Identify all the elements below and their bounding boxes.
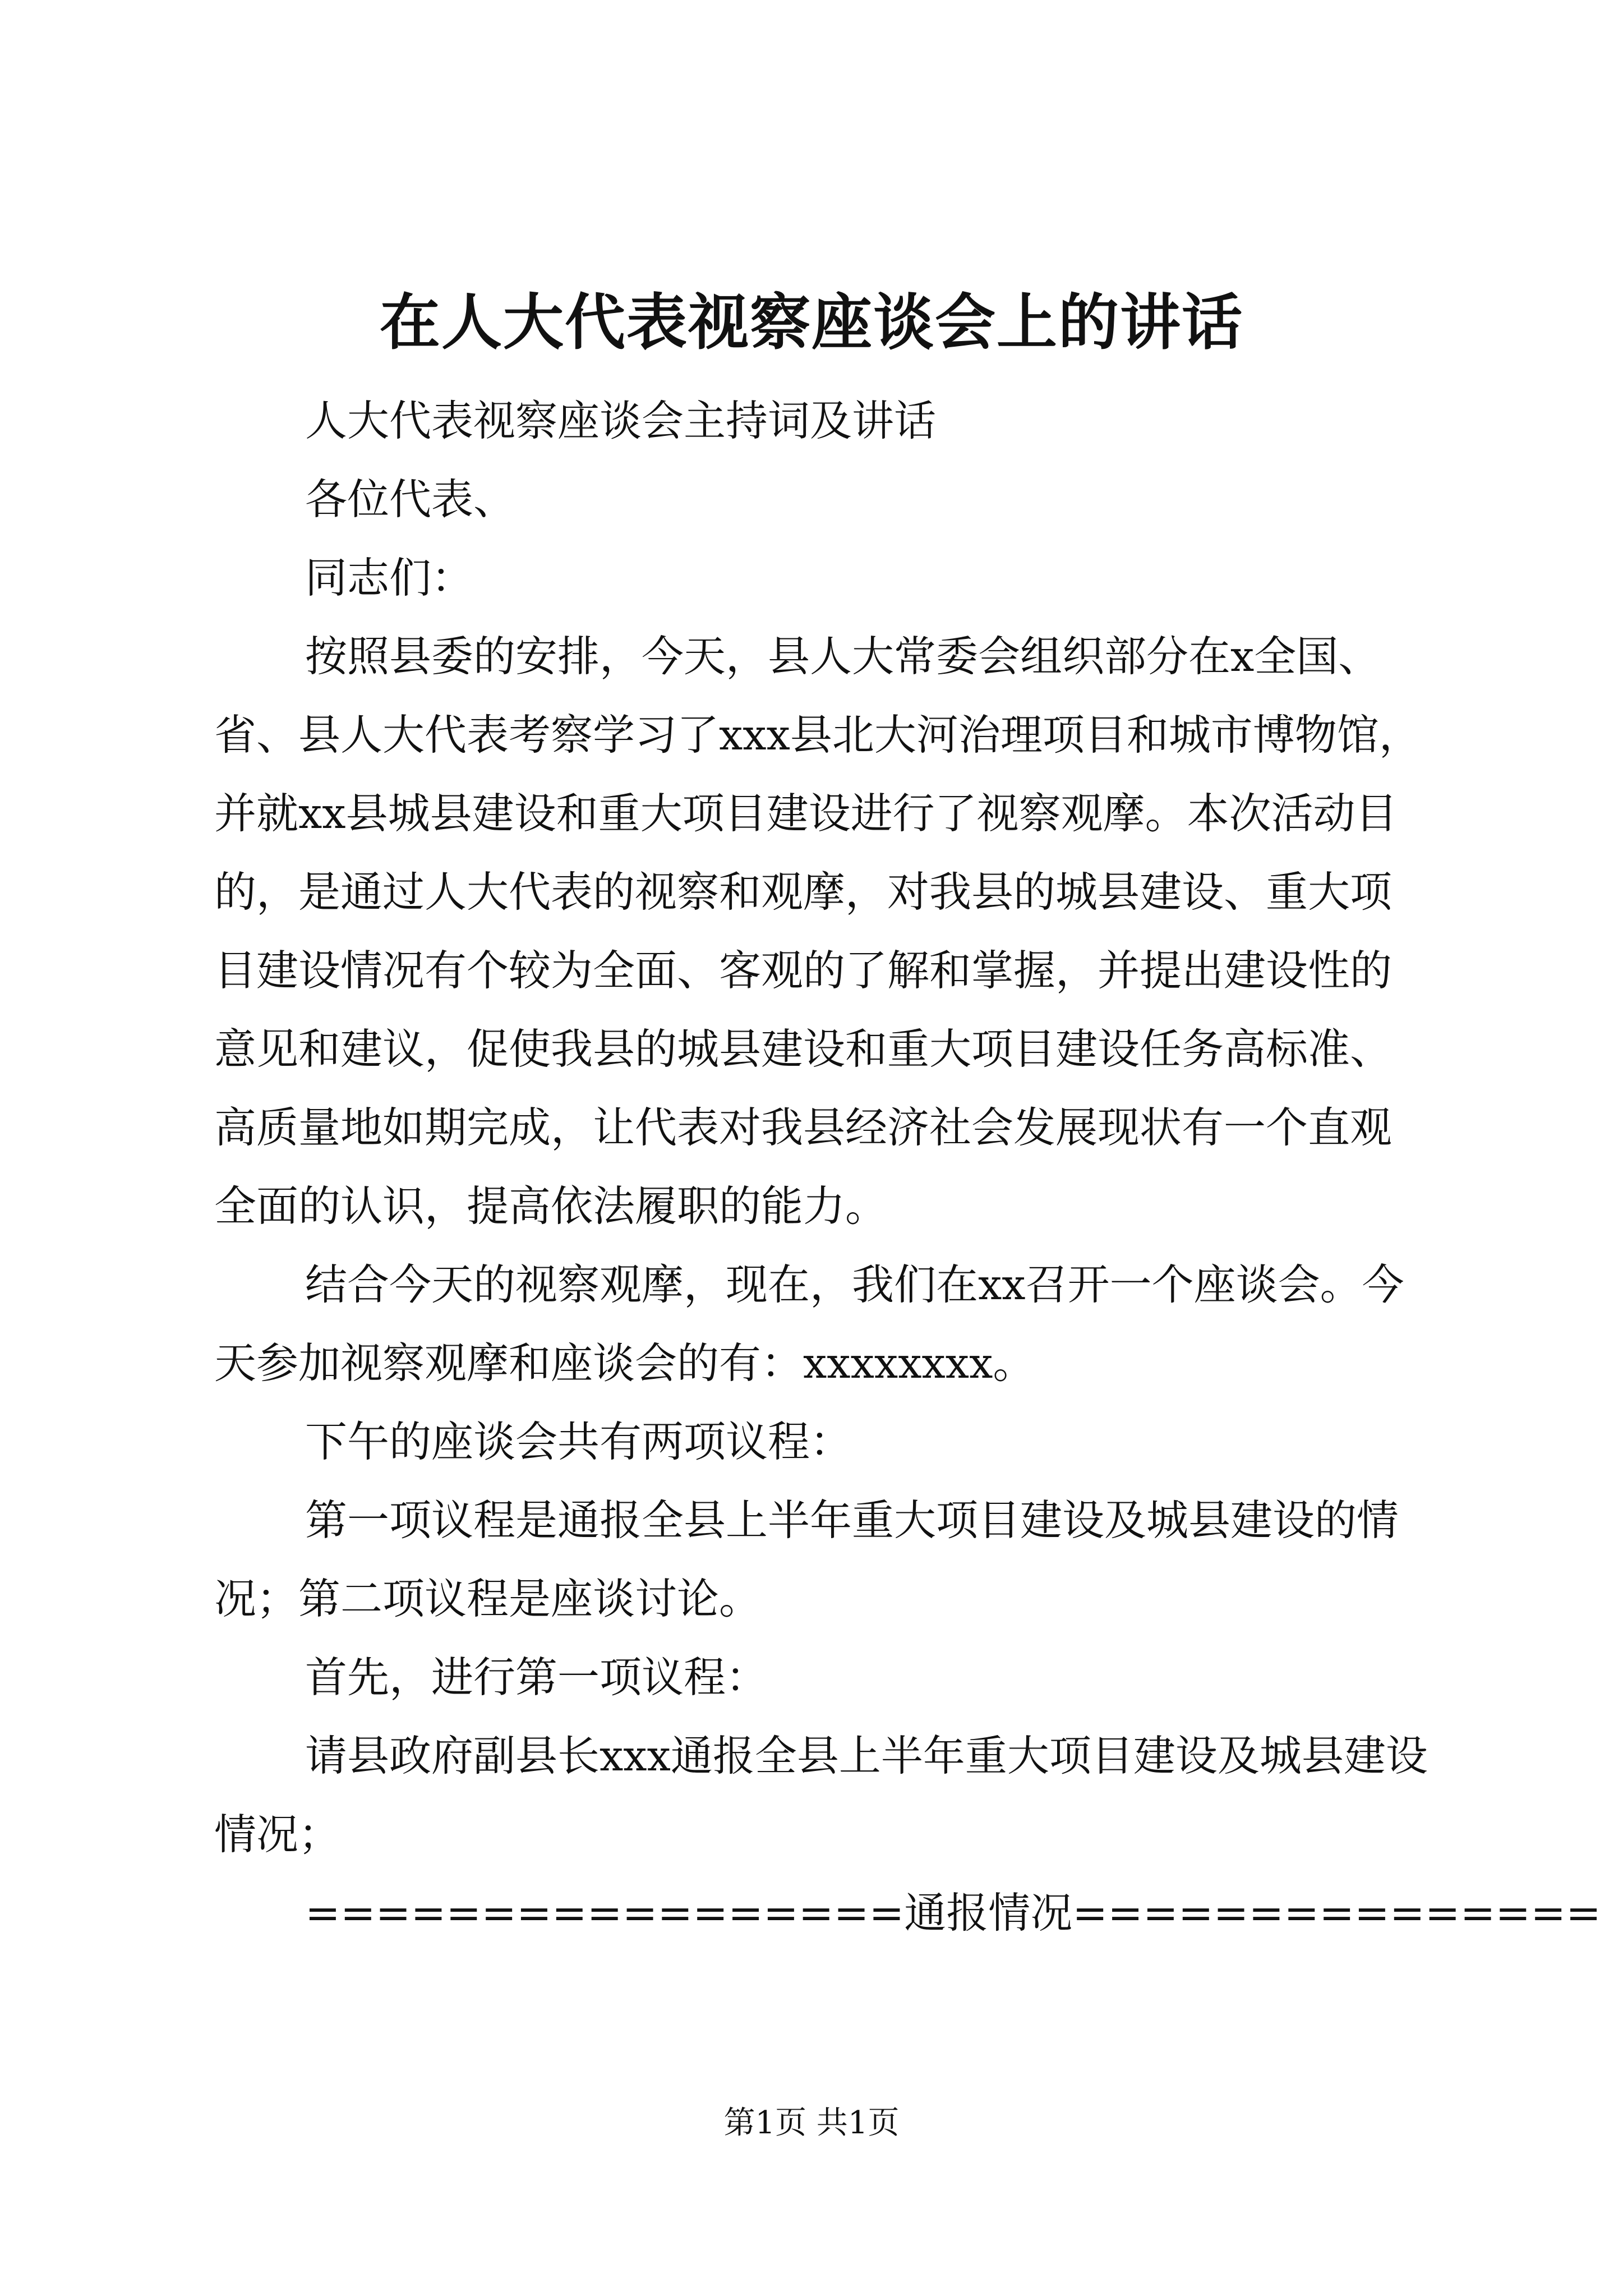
section-separator: =================通报情况===============	[305, 1888, 1601, 1938]
body-paragraph: 请县政府副县长xxx通报全县上半年重大项目建设及城县建设情况；	[214, 1731, 1428, 1859]
body-paragraph: 首先，进行第一项议程：	[305, 1653, 768, 1702]
subtitle-paragraph: 人大代表视察座谈会主持词及讲话	[305, 396, 937, 445]
document-title: 在人大代表视察座谈会上的讲话	[379, 287, 1243, 358]
salutation-paragraph: 各位代表、	[305, 475, 516, 524]
body-paragraph: 下午的座谈会共有两项议程：	[305, 1417, 852, 1466]
body-paragraph: 结合今天的视察观摩，现在，我们在xx召开一个座谈会。今天参加视察观摩和座谈会的有：xxxxxxxx。	[214, 1260, 1404, 1388]
document-body	[214, 381, 1601, 1952]
page-footer: 第1页 共1页	[723, 2105, 900, 2141]
salutation-paragraph: 同志们：	[305, 553, 474, 602]
body-paragraph: 第一项议程是通报全县上半年重大项目建设及城县建设的情况；第二项议程是座谈讨论。	[214, 1496, 1399, 1623]
body-paragraph: 按照县委的安排，今天，县人大常委会组织部分在x全国、省、县人大代表考察学习了xxx县北大河治理项目和城市博物馆，并就xx县城县建设和重大项目建设进行了视察观摩。本次活动目的，是通过人大代表的视察和观摩，对我县的城县建设、重大项目建设情况有个较为全面、客观的了解和掌握，并提出建设性的意见和建议，促使我县的城县建设和重大项目建设任务高标准、高质量地如期完成，让代表对我县经济社会发展现状有一个直观全面的认识，提高依法履职的能力。	[214, 632, 1421, 1231]
